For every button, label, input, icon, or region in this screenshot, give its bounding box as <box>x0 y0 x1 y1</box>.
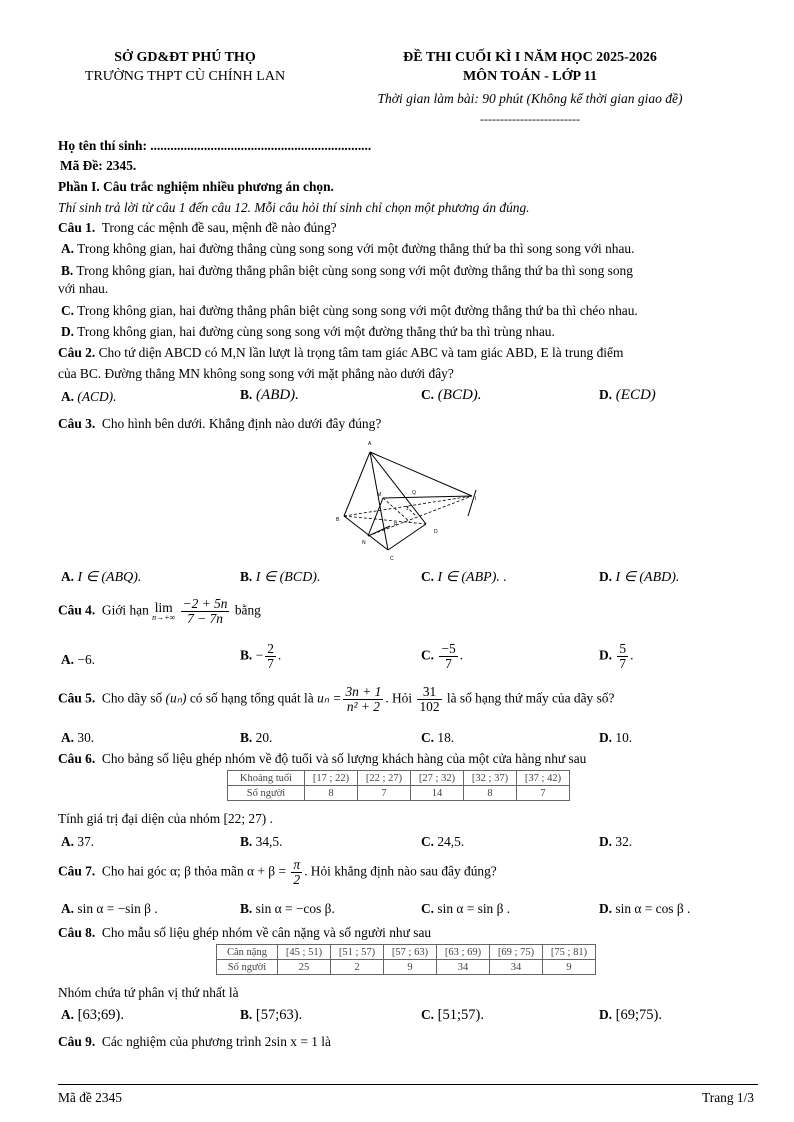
fig-label-c: C <box>390 556 394 562</box>
q5-option-a[interactable]: A. 30. <box>61 730 95 745</box>
q3-option-d[interactable]: D. I ∈ (ABD). <box>599 569 680 585</box>
q4-option-d[interactable]: D. $\frac{5}{7}$ . <box>599 641 634 672</box>
q5-stem: Câu 5. Cho dãy số (uₙ) có số hạng tổng quát là uₙ = $\frac{3n + 1}{\text{n² + 2}}$ . Hỏi $\frac{31}{102}$ là số hạng thứ mấy của dãy số? <box>58 684 615 715</box>
table-row <box>217 960 596 975</box>
q1-option-b[interactable]: B. Trong không gian, hai đường thẳng phân biệt cùng song song với một đường thẳng thứ ba thì song song <box>61 263 633 278</box>
q3-option-b[interactable]: B. I ∈ (BCD). <box>240 569 321 585</box>
part1-instruction: Thí sinh trả lời từ câu 1 đến câu 12. Mỗi câu hỏi thí sinh chỉ chọn một phương án đúng. <box>58 200 530 215</box>
q5-option-c[interactable]: C. 18. <box>421 730 455 745</box>
q5-option-d[interactable]: D. 10. <box>599 730 633 745</box>
q5-option-b[interactable]: B. 20. <box>240 730 273 745</box>
q8-data-table <box>216 944 596 975</box>
table-cell: [17 ; 22) <box>305 771 358 786</box>
q1-stem: Câu 1. Trong các mệnh đề sau, mệnh đề nào đúng? <box>58 220 337 235</box>
table-row <box>228 771 570 786</box>
table-cell: 34 <box>437 960 490 975</box>
q7-option-c[interactable]: C. sin α = sin β . <box>421 901 511 916</box>
table-cell: Cân nặng <box>217 945 278 960</box>
table-cell: [75 ; 81) <box>543 945 596 960</box>
student-name-line: Họ tên thí sinh: .................................................................. <box>58 138 372 153</box>
q2-stem-line1: Câu 2. Cho tứ diện ABCD có M,N lần lượt là trọng tâm tam giác ABC và tam giác ABD, E là trung điểm <box>58 345 624 360</box>
table-cell: 7 <box>358 786 411 801</box>
q1-option-b-cont: với nhau. <box>58 281 109 296</box>
table-cell: [27 ; 32) <box>411 771 464 786</box>
q6-option-a[interactable]: A. 37. <box>61 834 95 849</box>
q3-option-c[interactable]: C. I ∈ (ABP). . <box>421 569 507 585</box>
fig-label-i: I <box>475 496 477 502</box>
part1-title: Phần I. Câu trắc nghiệm nhiều phương án chọn. <box>58 179 334 194</box>
q3-stem: Câu 3. Cho hình bên dưới. Khẳng định nào dưới đây đúng? <box>58 416 382 431</box>
q7-option-b[interactable]: B. sin α = −cos β. <box>240 901 335 916</box>
header-subject: MÔN TOÁN - LỚP 11 <box>462 69 598 84</box>
q6-question: Tính giá trị đại diện của nhóm [22; 27) . <box>58 811 273 826</box>
fig-label-p: P <box>394 522 398 528</box>
q6-option-d[interactable]: D. 32. <box>599 834 633 849</box>
q8-option-a[interactable]: A. [63;69). <box>61 1007 124 1023</box>
q7-option-d[interactable]: D. sin α = cos β . <box>599 901 691 916</box>
q1-option-c[interactable]: C. Trong không gian, hai đường thẳng phân biệt cùng song song với một đường thẳng thứ ba thì chéo nhau. <box>61 303 638 318</box>
fig-label-m: M <box>377 492 382 498</box>
table-cell: Số người <box>217 960 278 975</box>
q3-option-a[interactable]: A. I ∈ (ABQ). <box>61 569 142 585</box>
q1-option-a[interactable]: A. Trong không gian, hai đường thẳng cùng song song với một đường thẳng thứ ba thì song song với nhau. <box>61 241 635 256</box>
q4-option-a[interactable]: A. −6. <box>61 652 95 667</box>
table-cell: [69 ; 75) <box>490 945 543 960</box>
table-cell: 9 <box>543 960 596 975</box>
table-cell: [22 ; 27) <box>358 771 411 786</box>
q2-option-b[interactable]: B. (ABD). <box>240 387 299 403</box>
footer-rule <box>58 1084 758 1085</box>
q3-figure <box>330 436 490 566</box>
table-row <box>228 786 570 801</box>
q8-option-d[interactable]: D. [69;75). <box>599 1007 662 1023</box>
table-row <box>217 945 596 960</box>
table-cell: [51 ; 57) <box>331 945 384 960</box>
table-cell: Khoảng tuổi <box>228 771 305 786</box>
fig-label-d: D <box>434 529 438 535</box>
q8-option-b[interactable]: B. [57;63). <box>240 1007 303 1023</box>
header-school: TRƯỜNG THPT CÙ CHÍNH LAN <box>84 69 286 84</box>
q4-option-b[interactable]: B. − $\frac{2}{7}$ . <box>240 641 282 672</box>
q2-option-c[interactable]: C. (BCD). <box>421 387 482 403</box>
q4-option-c[interactable]: C. $\frac{-5}{7}$ . <box>421 641 463 672</box>
header-dashes: ------------------------- <box>480 112 580 126</box>
table-cell: 8 <box>464 786 517 801</box>
q2-option-a[interactable]: A. (ACD). <box>61 389 117 404</box>
table-cell: 25 <box>278 960 331 975</box>
q6-data-table <box>227 770 570 801</box>
fig-label-b: B <box>336 517 340 523</box>
table-cell: [37 ; 42) <box>517 771 570 786</box>
header-exam-title: ĐỀ THI CUỐI KÌ I NĂM HỌC 2025-2026 <box>403 50 657 65</box>
fig-label-a: A <box>368 441 372 447</box>
q7-option-a[interactable]: A. sin α = −sin β . <box>61 901 158 916</box>
table-cell: [45 ; 51) <box>278 945 331 960</box>
table-cell: Số người <box>228 786 305 801</box>
q1-option-d[interactable]: D. Trong không gian, hai đường cùng song song với một đường thẳng thứ ba thì trùng nhau. <box>61 324 555 339</box>
fig-label-q: Q <box>412 490 416 496</box>
table-cell: 2 <box>331 960 384 975</box>
table-cell: 9 <box>384 960 437 975</box>
q7-stem: Câu 7. Cho hai góc α; β thỏa mãn α + β = $\frac{\pi}{2}$ . Hỏi khẳng định nào sau đây đúng? <box>58 857 497 888</box>
footer-page-number: Trang 1/3 <box>702 1090 754 1105</box>
q2-stem-line2: của BC. Đường thẳng MN không song song với mặt phẳng nào dưới đây? <box>58 366 454 381</box>
table-cell: 8 <box>305 786 358 801</box>
fig-label-j: J <box>406 506 409 512</box>
header-duration: Thời gian làm bài: 90 phút (Không kể thời gian giao đề) <box>377 91 683 106</box>
q8-option-c[interactable]: C. [51;57). <box>421 1007 484 1023</box>
table-cell: 7 <box>517 786 570 801</box>
q8-question: Nhóm chứa tứ phân vị thứ nhất là <box>58 985 239 1000</box>
q2-option-d[interactable]: D. (ECD) <box>599 387 656 403</box>
exam-code: Mã Đề: 2345. <box>60 158 137 173</box>
table-cell: 14 <box>411 786 464 801</box>
q9-stem: Câu 9. Các nghiệm của phương trình 2sin x = 1 là <box>58 1034 331 1049</box>
table-cell: [57 ; 63) <box>384 945 437 960</box>
q8-stem: Câu 8. Cho mẫu số liệu ghép nhóm về cân nặng và số người như sau <box>58 925 432 940</box>
table-cell: [32 ; 37) <box>464 771 517 786</box>
table-cell: [63 ; 69) <box>437 945 490 960</box>
q6-stem: Câu 6. Cho bảng số liệu ghép nhóm về độ tuổi và số lượng khách hàng của một cửa hàng như sau <box>58 751 587 766</box>
footer-exam-code: Mã đề 2345 <box>58 1090 122 1105</box>
header-department: SỞ GD&ĐT PHÚ THỌ <box>114 50 256 65</box>
q6-option-c[interactable]: C. 24,5. <box>421 834 465 849</box>
fig-label-n: N <box>362 540 366 546</box>
q4-stem: Câu 4. Giới hạn lim n→+∞ $\frac{-2 + 5n}{7 - 7n}$ bằng <box>58 596 261 627</box>
table-cell: 34 <box>490 960 543 975</box>
q6-option-b[interactable]: B. 34,5. <box>240 834 283 849</box>
